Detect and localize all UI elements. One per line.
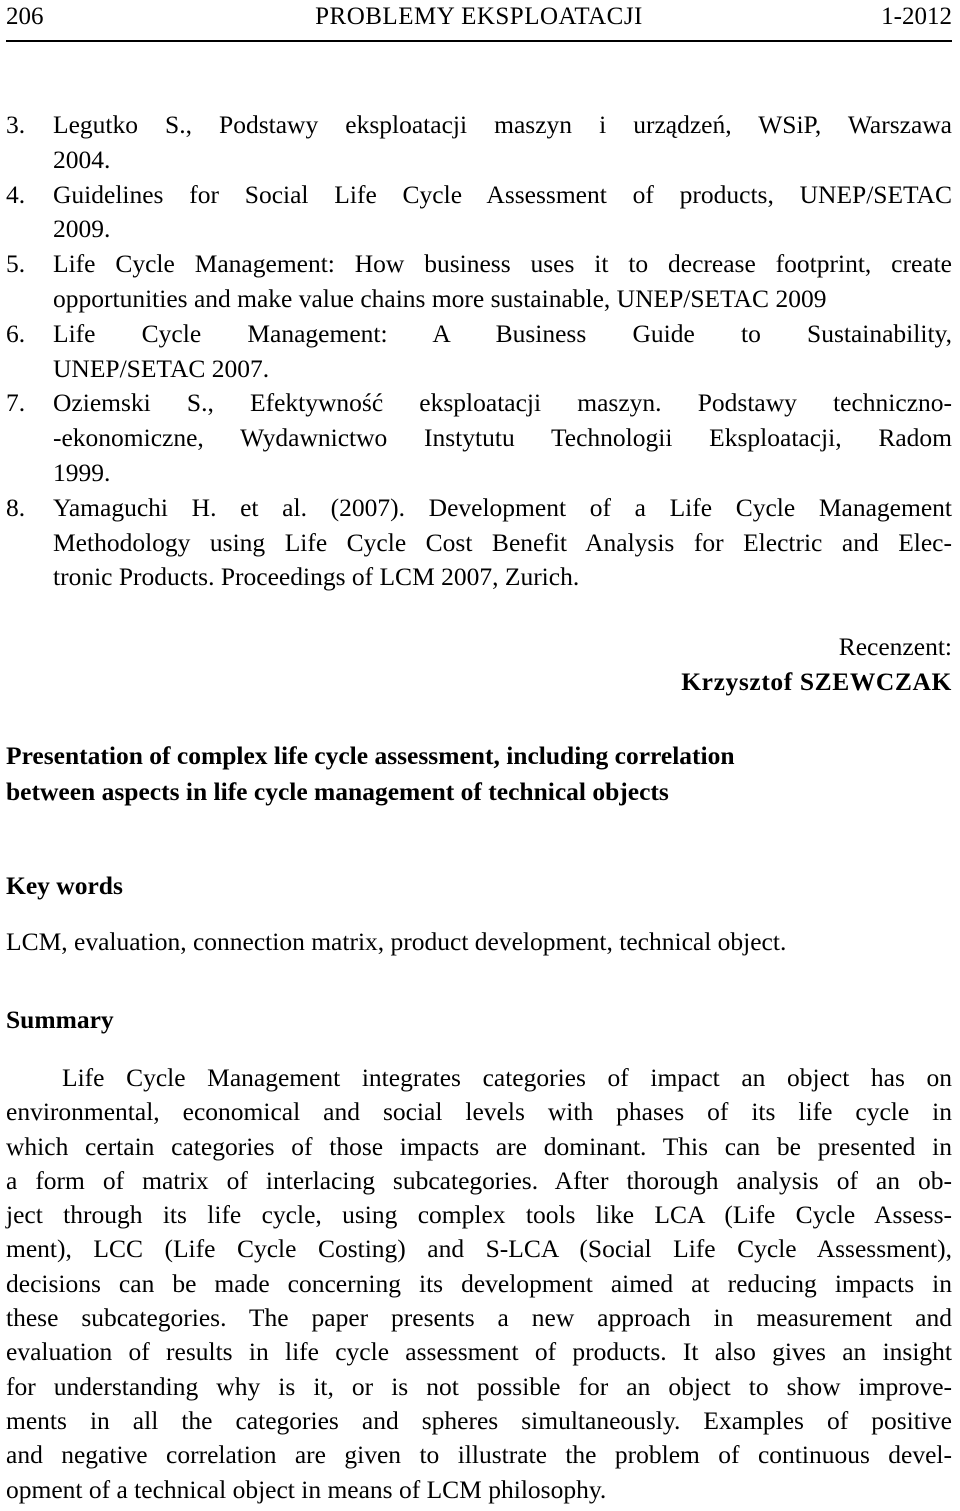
- reference-line: Methodology using Life Cycle Cost Benefit Analysis for Electric and Elec-: [53, 527, 952, 557]
- keywords-text: LCM, evaluation, connection matrix, product development, technical object.: [6, 927, 787, 956]
- reference-number: 6.: [6, 318, 26, 348]
- summary-line: these subcategories. The paper presents a new approach in measurement and: [6, 1303, 952, 1333]
- page-number: 206: [6, 3, 44, 30]
- reference-list: [6, 108, 952, 595]
- reference-line: 2004.: [53, 144, 111, 174]
- reference-item: [6, 491, 952, 595]
- reference-text: [53, 247, 952, 317]
- issue-number: 1-2012: [881, 3, 952, 30]
- reference-line: UNEP/SETAC 2007.: [53, 353, 270, 383]
- reference-number: 4.: [6, 179, 26, 209]
- reference-text: [53, 491, 952, 595]
- reference-line: tronic Products. Proceedings of LCM 2007, Zurich.: [53, 562, 580, 592]
- reference-line: Life Cycle Management: A Business Guide to Sustainability,: [53, 318, 952, 348]
- summary-line: ject through its life cycle, using complex tools like LCA (Life Cycle Assess-: [6, 1200, 952, 1230]
- summary-line: which certain categories of those impacts are dominant. This can be presented in: [6, 1131, 952, 1161]
- reviewer-label: Recenzent:: [838, 632, 952, 661]
- reference-line: Oziemski S., Efektywność eksploatacji maszyn. Podstawy techniczno-: [53, 388, 952, 418]
- reference-line: -ekonomiczne, Wydawnictwo Instytutu Technologii Eksploatacji, Radom: [53, 423, 952, 453]
- reviewer-block: [681, 629, 952, 699]
- summary-line: a form of matrix of interlacing subcategories. After thorough analysis of an ob-: [6, 1165, 952, 1195]
- summary-line: opment of a technical object in means of LCM philosophy.: [6, 1474, 607, 1504]
- reference-text: [53, 178, 952, 248]
- page-header: [6, 0, 952, 42]
- reference-line: 1999.: [53, 457, 111, 487]
- reference-text: [53, 317, 952, 387]
- reference-number: 5.: [6, 249, 26, 279]
- reference-item: [6, 108, 952, 178]
- summary-text: [6, 1061, 952, 1507]
- reference-item: [6, 178, 952, 248]
- reference-line: Guidelines for Social Life Cycle Assessment of products, UNEP/SETAC: [53, 179, 952, 209]
- summary-heading: Summary: [6, 1005, 114, 1034]
- reference-line: opportunities and make value chains more sustainable, UNEP/SETAC 2009: [53, 283, 827, 313]
- journal-title: PROBLEMY EKSPLOATACJI: [315, 3, 643, 30]
- reference-number: 8.: [6, 492, 26, 522]
- reviewer-name: Krzysztof SZEWCZAK: [681, 667, 952, 696]
- reference-line: 2009.: [53, 214, 111, 244]
- article-title: [6, 738, 952, 810]
- summary-line: environmental, economical and social levels with phases of its life cycle in: [6, 1097, 952, 1127]
- summary-line: ments in all the categories and spheres simultaneously. Examples of positive: [6, 1405, 952, 1435]
- reference-number: 3.: [6, 110, 26, 139]
- summary-line: ment), LCC (Life Cycle Costing) and S-LCA (Social Life Cycle Assessment),: [6, 1234, 952, 1264]
- reference-line: Legutko S., Podstawy eksploatacji maszyn i urządzeń, WSiP, Warszawa: [53, 110, 952, 139]
- summary-line: evaluation of results in life cycle assessment of products. It also gives an insight: [6, 1337, 952, 1367]
- reference-item: [6, 386, 952, 490]
- summary-line: Life Cycle Management integrates categories of impact an object has on: [62, 1063, 952, 1092]
- summary-line: decisions can be made concerning its development aimed at reducing impacts in: [6, 1268, 952, 1298]
- article-title-line: Presentation of complex life cycle assessment, including correlation: [6, 741, 735, 770]
- reference-text: [53, 108, 952, 178]
- summary-line: and negative correlation are given to illustrate the problem of continuous devel-: [6, 1440, 952, 1470]
- reference-line: Yamaguchi H. et al. (2007). Development of a Life Cycle Management: [53, 492, 952, 522]
- reference-item: [6, 247, 952, 317]
- article-title-line: between aspects in life cycle management of technical objects: [6, 777, 669, 806]
- reference-text: [53, 386, 952, 490]
- reference-line: Life Cycle Management: How business uses it to decrease footprint, create: [53, 249, 952, 279]
- keywords-heading: Key words: [6, 871, 123, 900]
- summary-line: for understanding why is it, or is not possible for an object to show improve-: [6, 1371, 952, 1401]
- reference-item: [6, 317, 952, 387]
- reference-number: 7.: [6, 388, 26, 418]
